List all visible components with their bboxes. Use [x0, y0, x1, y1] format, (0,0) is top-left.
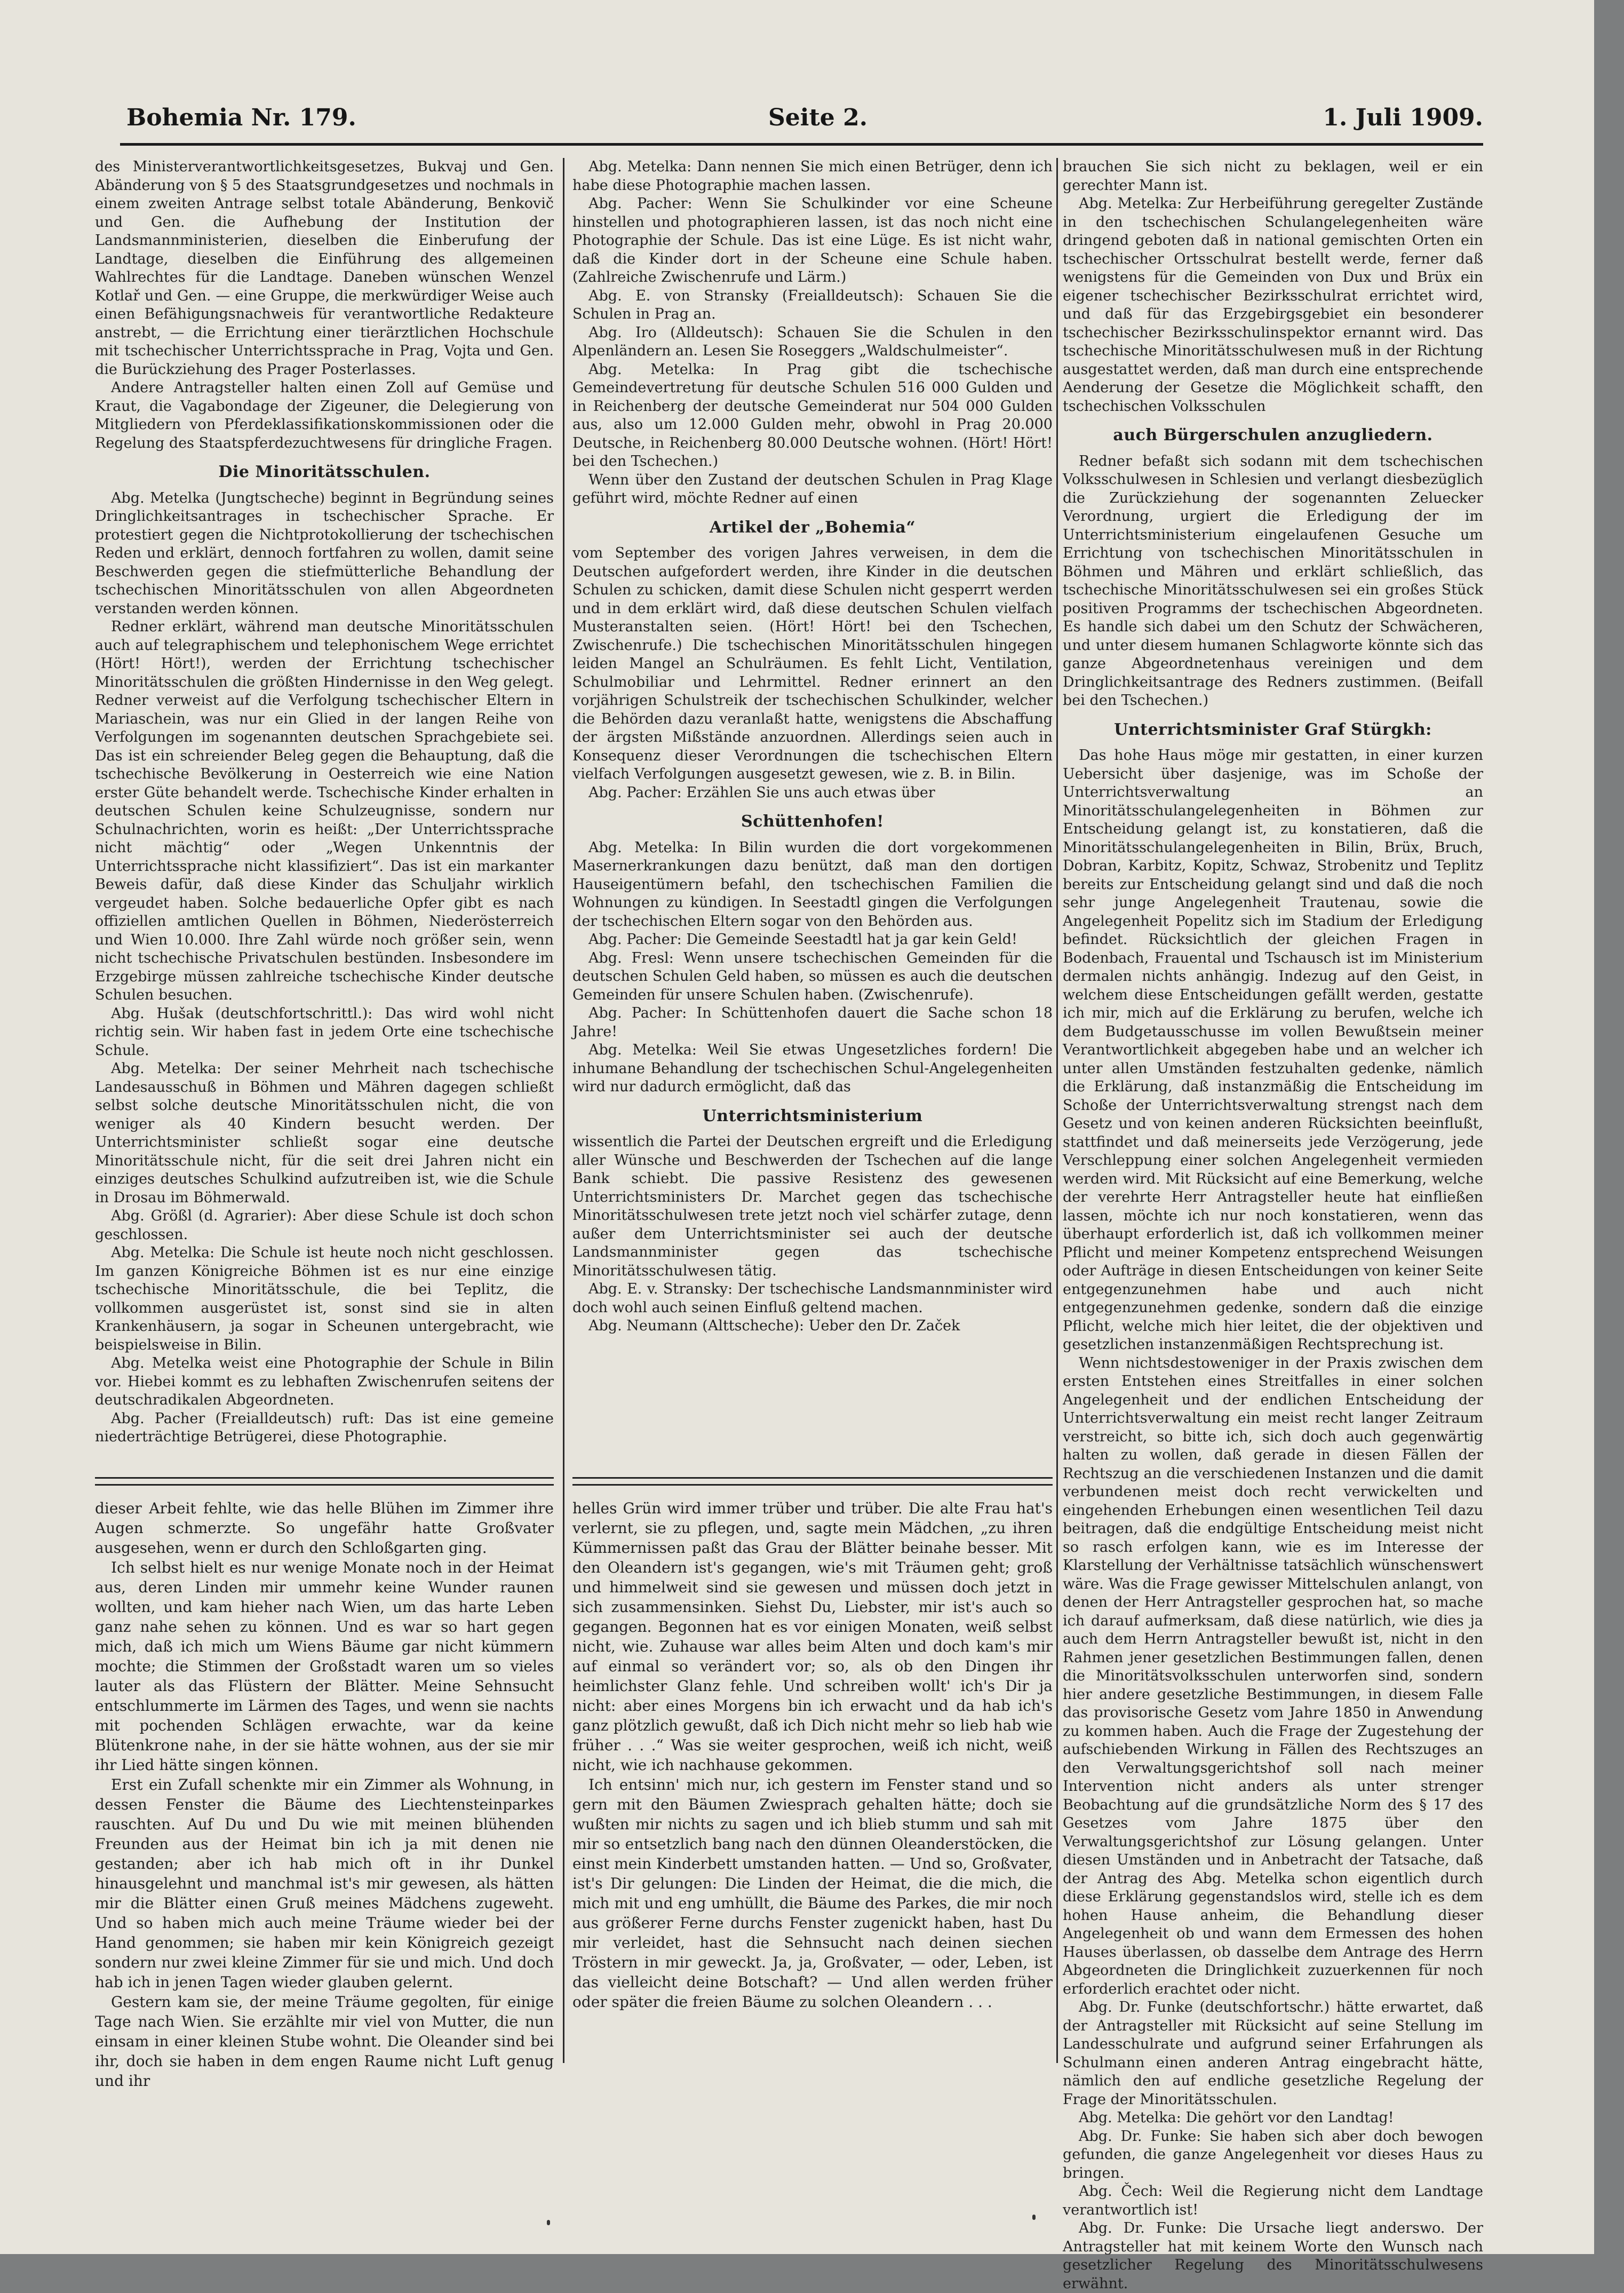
paragraph: Abg. Pacher: Wenn Sie Schulkinder vor eine Scheune hinstellen und photographieren lassen, ist das noch nicht eine Photographie der Schule. Das ist eine Lüge. Es ist nicht wahr, daß die Kinder dort in der Scheune eine Schule haben. (Zahlreiche Zwischenrufe und Lärm.) — [572, 195, 1053, 285]
paragraph: Abg. Metelka: In Prag gibt die tschechische Gemeindevertretung für deutsche Schulen 516 000 Gulden und in Reichenberg der deutsche Gemeinderat nur 504 000 Gulden aus, also um 12.000 Gulden mehr, obwohl in Prag 20.000 Deutsche, in Reichenberg 80.000 Deutsche wohnen. (Hört! Hört! bei den Tschechen.) — [572, 361, 1053, 470]
article-column-1 — [95, 158, 554, 1456]
paragraph: wissentlich die Partei der Deutschen ergreift und die Erledigung aller Wünsche und Beschwerden der Tschechen auf die lange Bank schiebt. Die passive Resistenz des gewesenen Unterrichtsministers Dr. Marchet gegen das tschechische Minoritätsschulwesen trete jetzt noch viel schärfer zutage, denn außer dem Unterrichtsminister sei auch der deutsche Landsmannminister gegen das tschechische Minoritätsschulwesen tätig. — [572, 1133, 1053, 1279]
article-column-2 — [572, 158, 1053, 1476]
paragraph: Abg. Pacher (Freialldeutsch) ruft: Das ist eine gemeine niederträchtige Betrügerei, diese Photographie. — [95, 1410, 554, 1445]
ink-speck — [1032, 2215, 1036, 2220]
paragraph: vom September des vorigen Jahres verweisen, in dem die Deutschen aufgefordert werden, ihre Kinder in die deutschen Schulen zu schicken, damit diese Schulen nicht gesperrt werden und in dem erklärt wird, daß diese deutschen Schulen vielfach Musteranstalten seien. (Hört! Hört! bei den Tschechen, Zwischenrufe.) Die tschechischen Minoritätsschulen hingegen leiden Mangel an Schulräumen. Es fehlt Licht, Ventilation, Schulmobiliar und Lehrmittel. Redner erinnert an den vorjährigen Schulstreik der tschechischen Schulkinder, welcher die Behörden dazu veranlaßt hatte, wenigstens die Abschaffung der ärgsten Mißstände anzuordnen. Allerdings seien auch in Konsequenz dieser Verordnungen die tschechischen Eltern vielfach Verfolgungen ausgesetzt gewesen, wie z. B. in Bilin. — [572, 545, 1053, 782]
column-rule — [563, 158, 564, 2063]
section-heading: Unterrichtsminister Graf Stürgkh: — [1114, 720, 1432, 739]
paragraph: Erst ein Zufall schenkte mir ein Zimmer als Wohnung, in dessen Fenster die Bäume des Liechtensteinparkes rauschten. Auf Du und Du wie mit meinen blühenden Freunden aus der Heimat bin ich ja mit denen nie gestanden; aber ich hab mich oft in ihr Dunkel hinausgelehnt und manchmal ist's mir gewesen, als hätten mir die Blätter einen Gruß meines Mädchens zugeweht. Und so haben mich auch meine Träume wieder bei der Hand genommen; sie haben mir kein Königreich gezeigt sondern nur zwei kleine Zimmer für sie und mich. Und doch hab ich in jenen Tagen wieder glauben gelernt. — [95, 1776, 554, 1991]
ink-speck — [547, 2220, 550, 2225]
paragraph: Ich entsinn' mich nur, ich gestern im Fenster stand und so gern mit den Bäumen Zwiesprach gehalten hätte; doch sie wußten mir nichts zu sagen und ich blieb stumm und sah mit mir so entsetzlich bang nach den dünnen Oleanderstöcken, die einst mein Kinderbett umstanden hatten. — Und so, Großvater, ist's Dir gelungen: Die Linden der Heimat, die die mich, die mich mit und eng umhüllt, die Bäume des Parkes, die mir noch aus größerer Ferne durchs Fenster zugenickt haben, hast Du mir verleidet, hast die Sehnsucht nach deinen siechen Tröstern in mir geweckt. Ja, ja, Großvater, — oder, Leben, ist das vielleicht deine Botschaft? — Und allen werden früher oder später die freien Bäume zu solchen Oleandern . . . — [572, 1776, 1053, 2011]
paragraph: Abg. Metelka: Dann nennen Sie mich einen Betrüger, denn ich habe diese Photographie machen lassen. — [572, 158, 1053, 194]
newspaper-title: Bohemia Nr. 179. — [126, 104, 356, 131]
paragraph: Abg. Iro (Alldeutsch): Schauen Sie die Schulen in den Alpenländern an. Lesen Sie Roseggers „Waldschulmeister“. — [572, 324, 1053, 359]
paragraph: dieser Arbeit fehlte, wie das helle Blühen im Zimmer ihre Augen schmerzte. So ungefähr hatte Großvater ausgesehen, wenn er durch den Schloßgarten ging. — [95, 1499, 554, 1557]
paragraph: Abg. Metelka: Die Schule ist heute noch nicht geschlossen. Im ganzen Königreiche Böhmen ist es nur eine einzige tschechische Minoritätsschule, die bei Teplitz, die vollkommen ausgerüstet ist, sonst sind sie in alten Krankenhäusern, ja sogar in Scheunen untergebracht, wie beispielsweise in Bilin. — [95, 1244, 554, 1353]
paragraph: helles Grün wird immer trüber und trüber. Die alte Frau hat's verlernt, sie zu pflegen, und, sagte mein Mädchen, „zu ihren Kümmernissen paßt das Grau der Blätter beinahe besser. Mit den Oleandern ist's gegangen, wie's mit Träumen geht; groß und himmelweit sind sie gewesen und müssen doch jetzt in sich zusammensinken. Siehst Du, Liebster, mir ist's auch so gegangen. Begonnen hat es vor einigen Monaten, weiß selbst nicht, wie. Zuhause war alles beim Alten und doch kam's mir auf einmal so verändert vor; so, als ob den Dingen ihr heimlichster Glanz fehle. Und schreiben wollt' ich's Dir ja nicht: aber eines Morgens bin ich erwacht und da hab ich's ganz plötzlich gewußt, daß ich Dich nicht mehr so lieb hab wie früher . . .“ Was sie weiter gesprochen, weiß ich nicht, weiß nicht, wie ich nachhause gekommen. — [572, 1499, 1053, 1774]
paragraph: Abg. Pacher: In Schüttenhofen dauert die Sache schon 18 Jahre! — [572, 1005, 1053, 1040]
feuilleton-divider — [95, 1477, 554, 1486]
section-heading: Unterrichtsministerium — [702, 1106, 923, 1125]
paragraph: Abg. Neumann (Alttscheche): Ueber den Dr. Začek — [588, 1318, 960, 1334]
page-number: Seite 2. — [768, 104, 868, 131]
header-rule — [120, 143, 1483, 146]
paragraph: Abg. Dr. Funke: Sie haben sich aber doch bewogen gefunden, die ganze Angelegenheit vor dieses Haus zu bringen. — [1063, 2128, 1483, 2181]
section-heading: Artikel der „Bohemia“ — [709, 518, 916, 537]
paragraph: Abg. Hušak (deutschfortschrittl.): Das wird wohl nicht richtig sein. Wir haben fast in jedem Orte eine tschechische Schule. — [95, 1005, 554, 1059]
section-heading: Schüttenhofen! — [741, 812, 884, 831]
paragraph: Abg. Metelka: Zur Herbeiführung geregelter Zustände in den tschechischen Schulangelegenheiten wäre dringend geboten daß in national gemischten Orten ein tschechischer Ortsschulrat bestellt werde, ferner daß wenigstens für die Gemeinden von Dux und Brüx ein eigener tschechischer Bezirksschulrat errichtet wird, und daß für das Erzgebirgsgebiet ein besonderer tschechischer Bezirksschulinspektor ernannt wird. Das tschechische Minoritätsschulwesen muß in der Richtung ausgestattet werden, daß man durch eine entsprechende Aenderung der Gesetze die Möglichkeit schafft, den tschechischen Volksschulen — [1063, 195, 1483, 415]
paragraph: Abg. Metelka (Jungtscheche) beginnt in Begründung seines Dringlichkeitsantrages in tschechischer Sprache. Er protestiert gegen die Nichtprotokollierung der tschechischen Reden und erklärt, dennoch fortfahren zu wollen, damit seine Beschwerden gegen die stiefmütterliche Behandlung der tschechischen Minoritätsschulen von allen Abgeordneten verstanden werden können. — [95, 489, 554, 617]
paragraph: Abg. Metelka: Weil Sie etwas Ungesetzliches fordern! Die inhumane Behandlung der tschechischen Schul-Angelegenheiten wird nur dadurch ermöglicht, daß das — [572, 1042, 1053, 1095]
paragraph: Wenn nichtsdestoweniger in der Praxis zwischen dem ersten Entstehen eines Streitfalles in einer solchen Angelegenheit und der endlichen Entscheidung der Unterrichtsverwaltung ein meist recht langer Zeitraum verstreicht, so bitte ich, sich doch auch gegenwärtig halten zu wollen, daß gerade in diesen Fällen der Rechtszug an die verschiedenen Instanzen und die damit verbundenen meist doch recht verwickelten und eingehenden Erhebungen einen wesentlichen Teil dazu beitragen, daß die endgültige Entscheidung meist nicht so rasch erfolgen kann, wie es im Interesse der Klarstellung der Verhältnisse tatsächlich wünschenswert wäre. Was die Frage gewisser Mittelschulen anlangt, von denen der Herr Antragsteller gesprochen hat, so mache ich darauf aufmerksam, daß diese natürlich, wie dies ja auch dem Herrn Antragsteller bewußt ist, nicht in den Rahmen jener gesetzlichen Bestimmungen fallen, denen die Minoritätsvolksschulen unterworfen sind, sondern hier andere gesetzliche Bestimmungen, in diesem Falle das provisorische Gesetz vom Jahre 1850 in Anwendung zu kommen haben. Auch die Frage der Zugestehung der aufschiebenden Wirkung in Fällen des Rechtszuges an den Verwaltungsgerichtshof soll nach meiner Intervention nicht anders als unter strenger Beobachtung auf die grundsätzliche Norm des § 17 des Gesetzes vom Jahre 1875 über den Verwaltungsgerichtshof zur Lösung gelangen. Unter diesen Umständen und in Anbetracht der Tatsache, daß der Antrag des Abg. Metelka schon eigentlich durch diese Erklärung gegenstandslos wird, stelle ich es dem hohen Hause anheim, die Behandlung dieser Angelegenheit ob und wann dem Ermessen des hohen Hauses überlassen, ob dasselbe dem Antrage des Herrn Abgeordneten die Dringlichkeit zuzuerkennen für noch erforderlich erachtet oder nicht. — [1063, 1354, 1483, 1997]
paragraph: Abg. Größl (d. Agrarier): Aber diese Schule ist doch schon geschlossen. — [95, 1208, 554, 1243]
paragraph: Abg. Pacher: Die Gemeinde Seestadtl hat ja gar kein Geld! — [588, 931, 1017, 948]
paragraph: Abg. Metelka: In Bilin wurden die dort vorgekommenen Masernerkrankungen dazu benützt, daß man den dortigen Hauseigentümern befahl, den tschechischen Familien die Wohnungen zu kündigen. In Seestadtl gingen die Verfolgungen der tschechischen Eltern sogar von den Behörden aus. — [572, 839, 1053, 930]
paragraph: Das hohe Haus möge mir gestatten, in einer kurzen Uebersicht über dasjenige, was im Schoße der Unterrichtsverwaltung an Minoritätsschulangelegenheiten in Böhmen zur Entscheidung gelangt ist, zu konstatieren, daß die Minoritätsschulangelegenheiten in Bilin, Brüx, Bruch, Dobran, Karbitz, Kopitz, Schwaz, Strobenitz und Teplitz bereits zur Entscheidung gelangt sind und daß die noch sehr junge Angelegenheit Trautenau, sowie die Angelegenheit Popelitz sich im Stadium der Erledigung befindet. Rücksichtlich der gleichen Fragen in Bodenbach, Frauental und Tschausch ist im Ministerium dermalen nichts anhängig. Indezug auf den Geist, in welchem diese Entscheidungen gefällt werden, gestatte ich mir, mich auf die Erklärung zu berufen, welche ich dem Budgetausschusse im vollen Bewußtsein meiner Verantwortlichkeit abgegeben habe und an welcher ich unter allen Umständen festzuhalten gedenke, nämlich die Erklärung, daß instanzmäßig die Entscheidung im Schoße der Unterrichtsverwaltung strengst nach dem Gesetz und von keinen anderen Rücksichten beeinflußt, stattfindet und daß meinerseits jede Verzögerung, jede Verschleppung einer solchen Angelegenheit vermieden werden wird. Mit Rücksicht auf eine Bemerkung, welche der verehrte Herr Antragsteller heute hat einfließen lassen, möchte ich nur noch konstatieren, wenn das überhaupt erforderlich ist, daß ich vollkommen meiner Pflicht und meiner Kompetenz entsprechend Weisungen oder Aufträge in diesen Entscheidungen von keiner Seite entgegenzunehmen habe und auch nicht entgegenzunehmen gedenke, sondern daß die einzige Pflicht, welche mich hier leitet, die der objektiven und gesetzlichen instanzenmäßigen Rechtsprechung ist. — [1063, 747, 1483, 1353]
paragraph: brauchen Sie sich nicht zu beklagen, weil er ein gerechter Mann ist. — [1063, 158, 1483, 194]
paragraph: Abg. Metelka weist eine Photographie der Schule in Bilin vor. Hiebei kommt es zu lebhaften Zwischenrufen seitens der deutschradikalen Abgeordneten. — [95, 1355, 554, 1408]
feuilleton-divider — [572, 1477, 1053, 1486]
section-heading: Die Minoritätsschulen. — [218, 463, 431, 481]
paragraph: Abg. Fresl: Wenn unsere tschechischen Gemeinden für die deutschen Schulen Geld haben, so müssen es auch die deutschen Gemeinden für unsere Schulen haben. (Zwischenrufe). — [572, 949, 1053, 1003]
page-header — [120, 104, 1483, 147]
paragraph: Abg. Dr. Funke (deutschfortschr.) hätte erwartet, daß der Antragsteller mit Rücksicht auf seine Stellung im Landesschulrate und aufgrund seiner Erfahrungen als Schulmann einen anderen Antrag eingebracht hätte, nämlich den auf endliche gesetzliche Regelung der Frage der Minoritätsschulen. — [1063, 1999, 1483, 2108]
feuilleton-column-2 — [572, 1498, 1053, 2064]
paragraph: Abg. E. v. Stransky: Der tschechische Landsmannminister wird doch wohl auch seinen Einfluß geltend machen. — [572, 1281, 1053, 1316]
issue-date: 1. Juli 1909. — [1323, 104, 1483, 131]
paragraph: Redner erklärt, während man deutsche Minoritätsschulen auch auf telegraphischem und telephonischem Wege errichtet (Hört! Hört!), werden der Errichtung tschechischer Minoritätsschulen die größten Hindernisse in den Weg gelegt. Redner verweist auf die Verfolgung tschechischer Eltern in Mariaschein, was nur ein Glied in der langen Reihe von Verfolgungen im sogenannten deutschen Sprachgebiete sei. Das ist ein schreiender Beleg gegen die Behauptung, daß die tschechische Bevölkerung in Oesterreich wie eine Nation erster Güte behandelt werde. Tschechische Kinder erhalten in deutschen Schulen keine Schulzeugnisse, sondern nur Schulnachrichten, worin es heißt: „Der Unterrichtssprache nicht mächtig“ oder „Wegen Unkenntnis der Unterrichtssprache nicht klassifiziert“. Das ist ein markanter Beweis dafür, daß diese Kinder das Schuljahr wirklich vergeudet haben. Solche bedauerliche Opfer gibt es nach offiziellen amtlichen Quellen in Böhmen, Niederösterreich und Wien 10.000. Ihre Zahl würde noch größer sein, wenn nicht tschechische Privatschulen bestünden. Insbesondere im Erzgebirge müssen zahlreiche tschechische Kinder deutsche Schulen besuchen. — [95, 618, 554, 1003]
paragraph: Abg. E. von Stransky (Freialldeutsch): Schauen Sie die Schulen in Prag an. — [572, 287, 1053, 322]
paragraph: Abg. Metelka: Der seiner Mehrheit nach tschechische Landesausschuß in Böhmen und Mähren dagegen schließt selbst solche deutsche Minoritätsschulen nicht, die von weniger als 40 Kindern besucht werden. Der Unterrichtsminister schließt sogar eine deutsche Minoritätsschule nicht, für die seit drei Jahren nicht ein einziges deutsches Schulkind aufzutreiben ist, wie die Schule in Drosau im Böhmerwald. — [95, 1060, 554, 1206]
paragraph: Abg. Čech: Weil die Regierung nicht dem Landtage verantwortlich ist! — [1063, 2183, 1483, 2218]
paragraph: Abg. Pacher: Erzählen Sie uns auch etwas über — [588, 784, 935, 801]
column-rule — [1056, 158, 1058, 2063]
paragraph: Ich selbst hielt es nur wenige Monate noch in der Heimat aus, deren Linden mir ummehr keine Wunder raunen wollten, und kam hieher nach Wien, um das harte Leben ganz nahe sehen zu können. Und es war so hart gegen mich, daß ich mich um Wiens Bäume gar nicht kümmern mochte; die Stimmen der Großstadt waren um so vieles lauter als das Flüstern der Blätter. Meine Sehnsucht entschlummerte im Lärmen des Tages, und wenn sie nachts mit pochenden Schlägen erwachte, war da keine Blütenkrone nahe, in der sie hätte wohnen, aus der sie mir ihr Lied hätte singen können. — [95, 1559, 554, 1774]
article-column-3 — [1063, 158, 1483, 2292]
feuilleton-column-1 — [95, 1498, 554, 2090]
paragraph: des Ministerverantwortlichkeitsgesetzes, Bukvaj und Gen. Abänderung von § 5 des Staatsgrundgesetzes und nochmals in einem zweiten Antrage selbst totale Abänderung, Benkovič und Gen. die Aufhebung der Institution der Landsmannministerien, dieselben die Einberufung der Landtage, dieselben die Einführung des allgemeinen Wahlrechtes für die Landtage. Daneben wünschen Wenzel Kotlař und Gen. — eine Gruppe, die merkwürdiger Weise auch einen Befähigungsnachweis für verantwortliche Redakteure anstrebt, — die Errichtung einer tierärztlichen Hochschule mit tschechischer Unterrichtssprache in Prag, Vojta und Gen. die Burückziehung des Prager Posterlasses. — [95, 158, 554, 378]
paragraph: Wenn über den Zustand der deutschen Schulen in Prag Klage geführt wird, möchte Redner auf einen — [572, 471, 1053, 506]
paragraph: Redner befaßt sich sodann mit dem tschechischen Volksschulwesen in Schlesien und verlangt diesbezüglich die Zurückziehung der sogenannten Zeluecker Verordnung, urgiert die Erledigung der im Unterrichtsministerium eingelaufenen Gesuche um Errichtung von tschechischen Minoritätsschulen in Böhmen und Mähren und erklärt schließlich, das tschechische Minoritätsschulwesen sei ein großes Stück positiven Programms der tschechischen Abgeordneten. Es handle sich dabei um den Schutz der Schwächeren, und unter diesem humanen Schlagworte könnte sich das ganze Abgeordnetenhaus vereinigen und dem Dringlichkeitsantrage des Redners zustimmen. (Beifall bei den Tschechen.) — [1063, 453, 1483, 709]
paragraph: Andere Antragsteller halten einen Zoll auf Gemüse und Kraut, die Vagabondage der Zigeuner, die Delegierung von Mitgliedern von Pferdeklassifikationskommissionen oder die Regelung des Staatspferdezuchtwesens für dringliche Fragen. — [95, 379, 554, 451]
section-heading: auch Bürgerschulen anzugliedern. — [1113, 426, 1433, 445]
paragraph: Gestern kam sie, der meine Träume gegolten, für einige Tage nach Wien. Sie erzählte mir viel von Mutter, die nun einsam in einer kleinen Stube wohnt. Die Oleander sind bei ihr, doch sie haben in dem engen Raume nicht Luft genug und ihr — [95, 1993, 554, 2090]
paragraph: Abg. Dr. Funke: Die Ursache liegt anderswo. Der Antragsteller hat mit keinem Worte den Wunsch nach gesetzlicher Regelung des Minoritätsschulwesens erwähnt. — [1063, 2220, 1483, 2292]
paragraph: Abg. Metelka: Die gehört vor den Landtag! — [1079, 2109, 1394, 2126]
